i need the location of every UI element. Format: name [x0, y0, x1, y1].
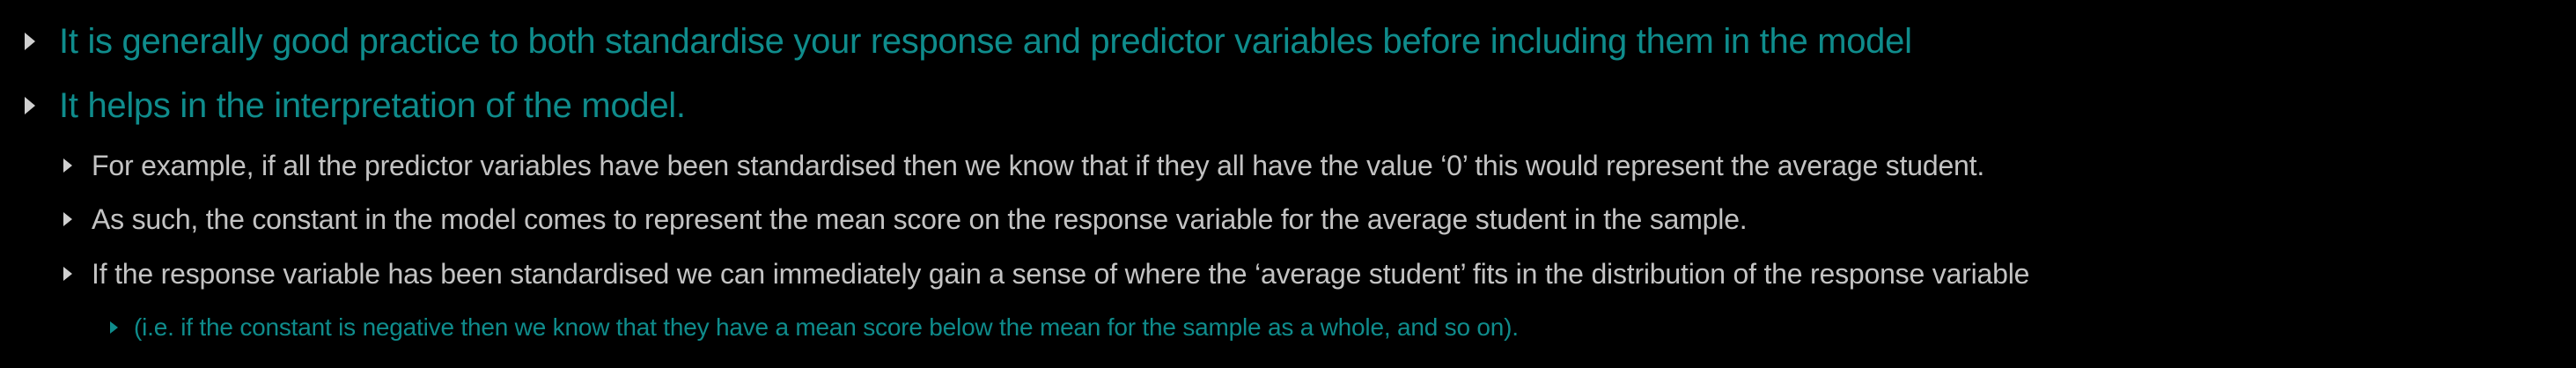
- bullet-response-standardised: [0, 255, 2029, 292]
- triangle-bullet-icon: [110, 321, 118, 334]
- bullet-interpretation: [0, 84, 686, 128]
- bullet-example-predictors: [0, 147, 1984, 184]
- bullet-text: For example, if all the predictor variables have been standardised then we know that if they all have the value ‘0’ this would represent the average student.: [92, 149, 1985, 181]
- bullet-constant-meaning: [0, 201, 1747, 238]
- triangle-bullet-icon: [25, 97, 35, 114]
- triangle-bullet-icon: [63, 267, 72, 281]
- bullet-text: As such, the constant in the model comes to represent the mean score on the response variable for the average student in the sample.: [92, 202, 1748, 235]
- triangle-bullet-icon: [63, 158, 72, 173]
- bullet-text: (i.e. if the constant is negative then we know that they have a mean score below the mean for the sample as a whole, and so on).: [134, 313, 1519, 341]
- bullet-text: If the response variable has been standardised we can immediately gain a sense of where the ‘average student’ fits in the distribution of the response variable: [92, 257, 2030, 290]
- bullet-negative-constant: [0, 311, 1519, 344]
- bullet-text: It is generally good practice to both standardise your response and predictor variables before including them in the model: [59, 21, 1912, 61]
- bullet-text: It helps in the interpretation of the model.: [59, 85, 686, 125]
- triangle-bullet-icon: [63, 212, 72, 226]
- bullet-standardise-practice: [0, 19, 1912, 63]
- triangle-bullet-icon: [25, 33, 35, 50]
